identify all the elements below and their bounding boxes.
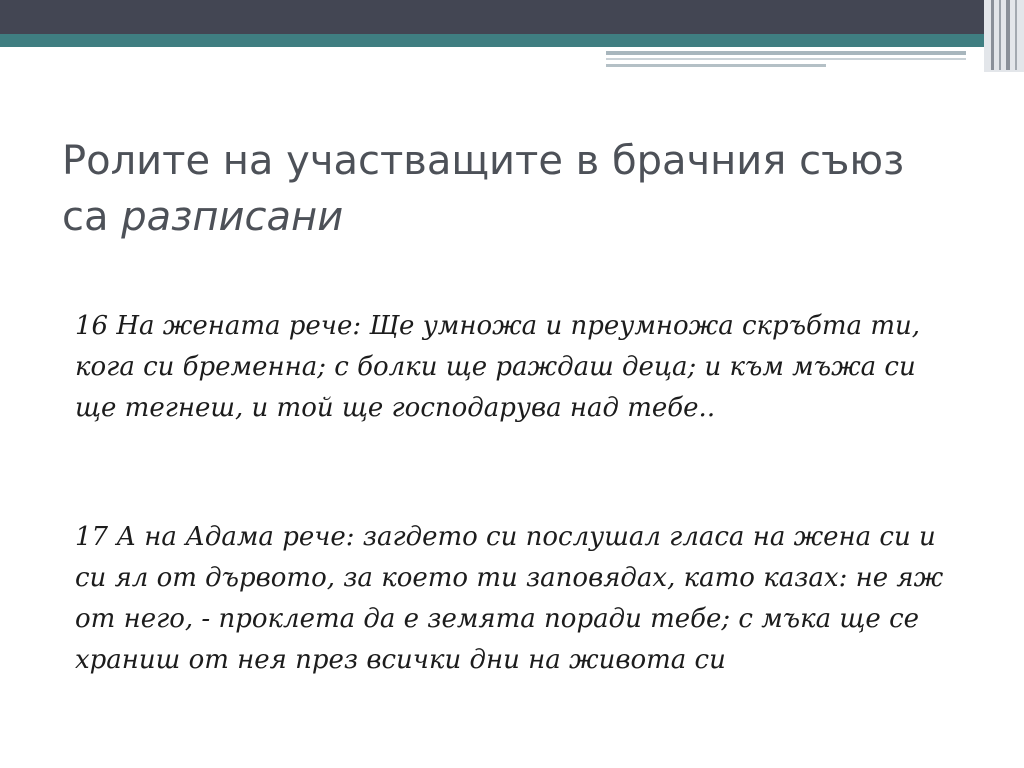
- header-vertical-stripe: [1006, 0, 1010, 70]
- header-corner-block: [984, 0, 1024, 72]
- header-vertical-stripe: [1015, 0, 1017, 70]
- slide-title: [62, 133, 962, 245]
- header-band-teal: [0, 34, 1024, 47]
- verse-17: 17 А на Адама рече: загдето си послушал гласа на жена си и си ял от дървото, за което ти заповядах, като казах: не яж от него, - проклета да е земята поради тебе; с мъка ще се храниш от нея през всички дни на живота си: [75, 522, 944, 675]
- header-vertical-stripe: [999, 0, 1001, 70]
- slide-title-main: Ролите на участващите в брачния съюз са: [62, 138, 905, 240]
- header-vertical-stripe: [991, 0, 994, 70]
- header-accent-line: [606, 64, 826, 67]
- header-band-dark: [0, 0, 1024, 34]
- header-accent-line: [606, 51, 966, 55]
- verse-16: 16 На жената рече: Ще умножа и преумножа скръбта ти, кога си бременна; с болки ще раждаш деца; и към мъжа си ще тегнеш, и той ще господарува над тебе..: [75, 311, 920, 423]
- slide-title-emphasis: разписани: [121, 194, 344, 240]
- header-accent-line: [606, 58, 966, 60]
